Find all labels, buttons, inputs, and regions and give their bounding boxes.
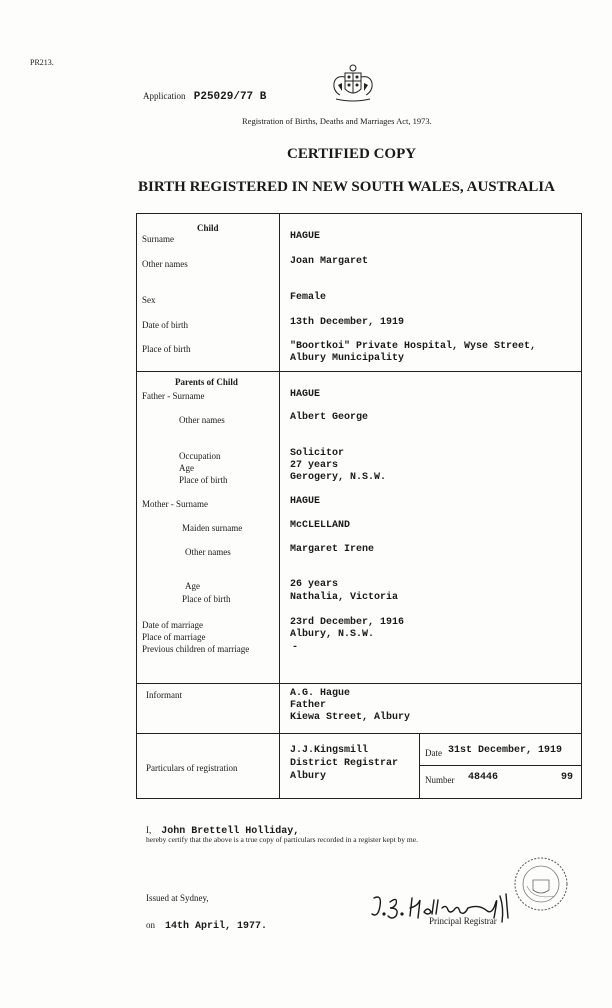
registration-page: 99 — [561, 772, 574, 783]
registration-date-label: Date — [425, 748, 442, 758]
informant-line-2: Father — [290, 700, 327, 711]
registration-date: 31st December, 1919 — [448, 745, 563, 756]
occupation: Solicitor — [290, 448, 345, 459]
issue-date: 14th April, 1977. — [165, 921, 268, 932]
registrar-title: District Registrar — [290, 758, 399, 769]
father-age: 27 years — [290, 460, 339, 471]
father-other-names-label: Other names — [179, 415, 225, 425]
registration-district: Albury — [290, 771, 327, 782]
mother-surname-label: Mother - Surname — [142, 499, 208, 509]
mother-age: 26 years — [290, 579, 339, 590]
date-of-marriage: 23rd December, 1916 — [290, 617, 405, 628]
certifier-name: John Brettell Holliday, — [161, 826, 300, 837]
father-pob-label: Place of birth — [179, 475, 228, 485]
child-other-names-label: Other names — [142, 259, 188, 269]
dob-label: Date of birth — [142, 320, 188, 330]
mother-pob: Nathalia, Victoria — [290, 592, 399, 603]
act-reference: Registration of Births, Deaths and Marriages Act, 1973. — [242, 116, 432, 126]
certifier-prefix: I, — [146, 825, 152, 835]
application-number: P25029/77 B — [193, 91, 267, 103]
application-line — [143, 91, 266, 103]
previous-children: - — [292, 642, 299, 653]
child-heading: Child — [197, 223, 219, 233]
issue-date-line — [146, 915, 267, 933]
father-age-label: Age — [179, 463, 194, 473]
sex-label: Sex — [142, 295, 156, 305]
child-surname: HAGUE — [290, 231, 321, 242]
father-surname-label: Father - Surname — [142, 391, 205, 401]
pob-label: Place of birth — [142, 344, 191, 354]
mother-pob-label: Place of birth — [182, 594, 231, 604]
father-surname: HAGUE — [290, 389, 321, 400]
certification-statement: hereby certify that the above is a true copy of particulars recorded in a register kept by me. — [146, 835, 418, 844]
certified-copy-heading: CERTIFIED COPY — [287, 146, 417, 162]
mother-other-names: Margaret Irene — [290, 544, 375, 555]
date-of-marriage-label: Date of marriage — [142, 620, 203, 630]
signatory-title: Principal Registrar — [429, 916, 497, 926]
parents-heading: Parents of Child — [175, 377, 238, 387]
child-other-names: Joan Margaret — [290, 256, 369, 267]
father-other-names: Albert George — [290, 412, 369, 423]
section-divider — [136, 683, 581, 684]
application-label: Application — [143, 91, 186, 101]
on-label: on — [146, 920, 155, 930]
pob-line-1: "Boortkoi" Private Hospital, Wyse Street, — [290, 341, 537, 352]
registrar-name: J.J.Kingsmill — [290, 745, 369, 756]
registration-label: Particulars of registration — [146, 763, 238, 773]
registration-number-label: Number — [425, 775, 455, 785]
previous-children-label: Previous children of marriage — [142, 644, 250, 654]
sex: Female — [290, 292, 327, 303]
informant-line-1: A.G. Hague — [290, 688, 351, 699]
informant-line-3: Kiewa Street, Albury — [290, 712, 411, 723]
registration-number: 48446 — [468, 772, 499, 783]
child-surname-label: Surname — [142, 234, 174, 244]
place-of-marriage: Albury, N.S.W. — [290, 629, 375, 640]
section-divider — [136, 733, 581, 734]
registration-divider — [419, 765, 581, 766]
maiden-surname: McCLELLAND — [290, 520, 351, 531]
page-title: BIRTH REGISTERED IN NEW SOUTH WALES, AUSTRALIA — [138, 179, 555, 195]
issued-at: Issued at Sydney, — [146, 893, 209, 903]
mother-other-names-label: Other names — [185, 547, 231, 557]
mother-age-label: Age — [185, 581, 200, 591]
informant-label: Informant — [146, 690, 182, 700]
maiden-surname-label: Maiden surname — [182, 523, 243, 533]
place-of-marriage-label: Place of marriage — [142, 632, 206, 642]
dob: 13th December, 1919 — [290, 317, 405, 328]
section-divider — [136, 371, 581, 372]
column-divider — [279, 213, 280, 798]
form-code: PR213. — [30, 58, 54, 67]
pob-line-2: Albury Municipality — [290, 353, 405, 364]
occupation-label: Occupation — [179, 451, 221, 461]
registry-seal-icon — [513, 856, 569, 912]
mother-surname: HAGUE — [290, 496, 321, 507]
coat-of-arms-icon — [330, 63, 376, 105]
father-pob: Gerogery, N.S.W. — [290, 472, 387, 483]
